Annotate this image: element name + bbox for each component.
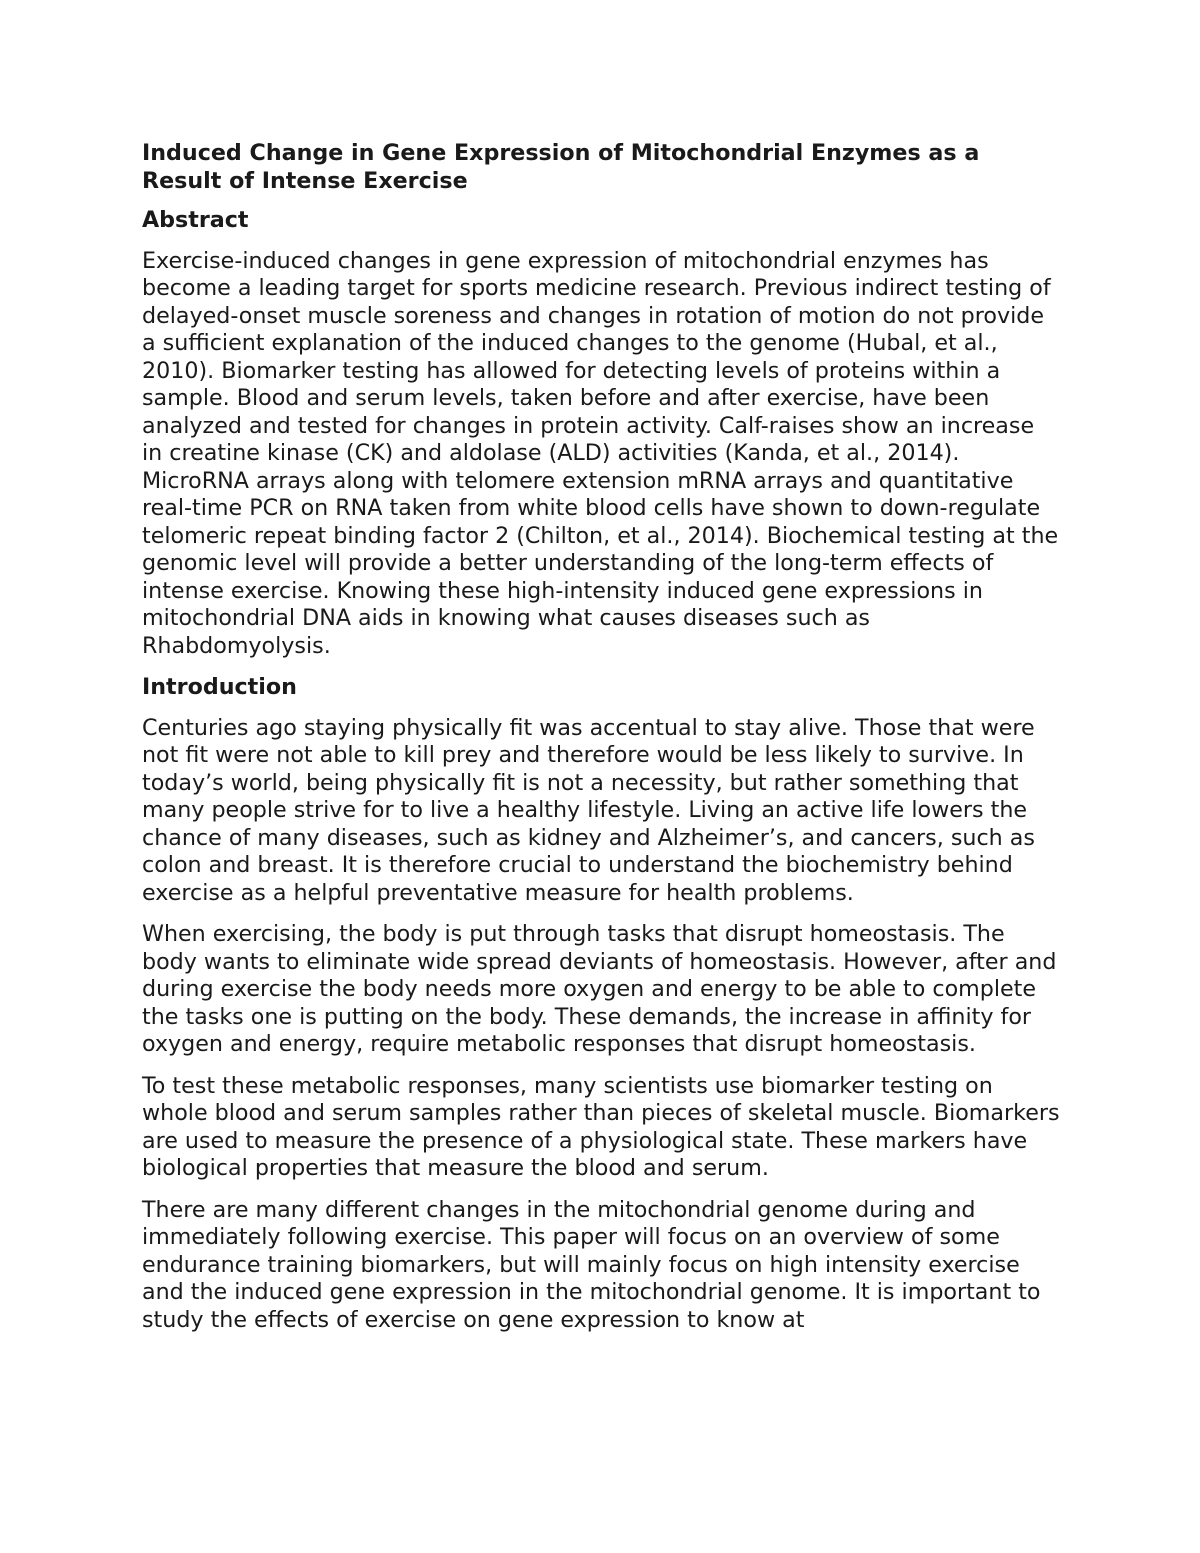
- abstract-paragraph: Exercise-induced changes in gene expression of mitochondrial enzymes has become a leading target for sports medicine research. Previous indirect testing of delayed-onset muscle soreness and changes in rotation of motion do not provide a sufficient explanation of the induced changes to the genome (Hubal, et al., 2010). Biomarker testing has allowed for detecting levels of proteins within a sample. Blood and serum levels, taken before and after exercise, have been analyzed and tested for changes in protein activity. Calf-raises show an increase in creatine kinase (CK) and aldolase (ALD) activities (Kanda, et al., 2014). MicroRNA arrays along with telomere extension mRNA arrays and quantitative real-time PCR on RNA taken from white blood cells have shown to down-regulate telomeric repeat binding factor 2 (Chilton, et al., 2014). Biochemical testing at the genomic level will provide a better understanding of the long-term effects of intense exercise. Knowing these high-intensity induced gene expressions in mitochondrial DNA aids in knowing what causes diseases such as Rhabdomyolysis.: [142, 247, 1059, 659]
- section-heading-abstract: Abstract: [142, 207, 249, 233]
- document-title: Induced Change in Gene Expression of Mitochondrial Enzymes as a Result of Intense Exercise: [142, 140, 980, 194]
- section-heading-introduction: Introduction: [142, 674, 297, 700]
- introduction-paragraph-1: Centuries ago staying physically fit was accentual to stay alive. Those that were not fit were not able to kill prey and therefore would be less likely to survive. In today’s world, being physically fit is not a necessity, but rather something that many people strive for to live a healthy lifestyle. Living an active life lowers the chance of many diseases, such as kidney and Alzheimer’s, and cancers, such as colon and breast. It is therefore crucial to understand the biochemistry behind exercise as a helpful preventative measure for health problems.: [142, 714, 1035, 906]
- introduction-paragraph-3: To test these metabolic responses, many scientists use biomarker testing on whole blood and serum samples rather than pieces of skeletal muscle. Biomarkers are used to measure the presence of a physiological state. These markers have biological properties that measure the blood and serum.: [142, 1072, 1060, 1181]
- document-body: [142, 140, 1060, 1348]
- introduction-paragraph-2: When exercising, the body is put through tasks that disrupt homeostasis. The body wants to eliminate wide spread deviants of homeostasis. However, after and during exercise the body needs more oxygen and energy to be able to complete the tasks one is putting on the body. These demands, the increase in affinity for oxygen and energy, require metabolic responses that disrupt homeostasis.: [142, 921, 1057, 1057]
- introduction-paragraph-4: There are many different changes in the mitochondrial genome during and immediately following exercise. This paper will focus on an overview of some endurance training biomarkers, but will mainly focus on high intensity exercise and the induced gene expression in the mitochondrial genome. It is important to study the effects of exercise on gene expression to know at: [142, 1196, 1041, 1333]
